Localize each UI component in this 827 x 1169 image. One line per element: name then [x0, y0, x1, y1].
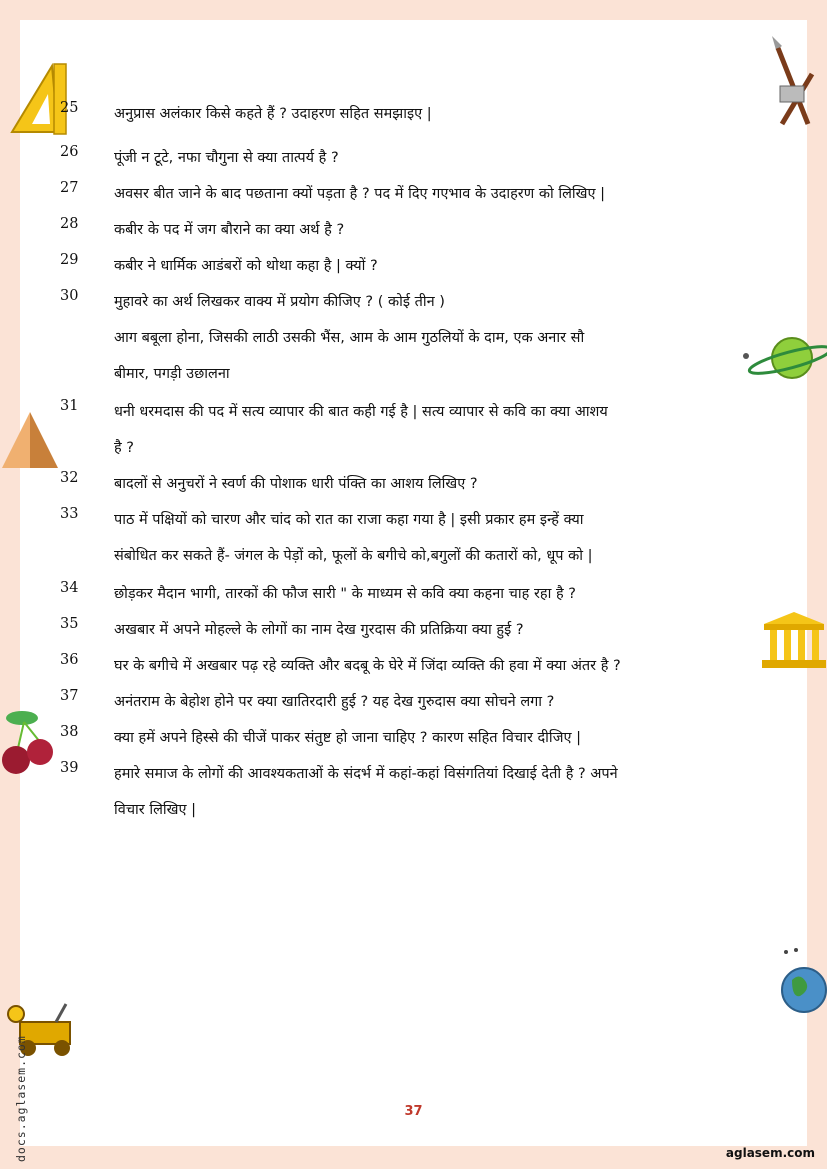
question-line: मुहावरे का अर्थ लिखकर वाक्य में प्रयोग कीजिए ? ( कोई तीन ) [114, 294, 445, 310]
question-line: विचार लिखिए | [114, 802, 197, 818]
question-number: 36 [60, 652, 79, 668]
question-number: 26 [60, 144, 79, 160]
question-text [114, 720, 754, 756]
question-line: छोड़कर मैदान भागी, तारकों की फौज सारी " के माध्यम से कवि क्या कहना चाह रहा है ? [114, 586, 576, 602]
question-line: संबोधित कर सकते हैं- जंगल के पेड़ों को, फूलों के बगीचे को,बगुलों की कतारों को, धूप को | [114, 548, 593, 564]
question-line: अवसर बीत जाने के बाद पछताना क्यों पड़ता है ? पद में दिए गएभाव के उदाहरण को लिखिए | [114, 186, 606, 202]
question-number: 37 [60, 688, 79, 704]
question-text [114, 248, 754, 284]
question-text [114, 756, 754, 828]
question-line: अनंतराम के बेहोश होने पर क्या खातिरदारी हुई ? यह देख गुरुदास क्या सोचने लगा ? [114, 694, 555, 710]
question-line: पूंजी न टूटे, नफा चौगुना से क्या तात्पर्य है ? [114, 150, 339, 166]
question-number: 27 [60, 180, 79, 196]
question-number: 35 [60, 616, 79, 632]
question-line: आग बबूला होना, जिसकी लाठी उसकी भैंस, आम के आम गुठलियों के दाम, एक अनार सौ [114, 330, 585, 346]
cherries-icon [0, 708, 58, 780]
side-url: docs.aglasem.com [14, 1035, 28, 1162]
question-text [114, 648, 754, 684]
question-text [114, 466, 754, 502]
question-text [114, 684, 754, 720]
question-text [114, 502, 754, 574]
question-number: 30 [60, 288, 79, 304]
question-number: 25 [60, 100, 79, 116]
question-line: घर के बगीचे में अखबार पढ़ रहे व्यक्ति और बदबू के घेरे में जिंदा व्यक्ति की हवा में क्या अंतर है ? [114, 658, 621, 674]
question-line: बादलों से अनुचरों ने स्वर्ण की पोशाक धारी पंक्ति का आशय लिखिए ? [114, 476, 478, 492]
tools-icon [762, 34, 822, 134]
question-line: बीमार, पगड़ी उछालना [114, 366, 230, 382]
pyramid-icon [0, 410, 60, 470]
question-line: अनुप्रास अलंकार किसे कहते हैं ? उदाहरण सहित समझाइए | [114, 106, 432, 122]
question-line: हमारे समाज के लोगों की आवश्यकताओं के संदर्भ में कहां-कहां विसंगतियां दिखाई देती है ? अपने [114, 766, 618, 782]
question-line: कबीर ने धार्मिक आडंबरों को थोथा कहा है | क्यों ? [114, 258, 378, 274]
question-text [114, 176, 754, 212]
question-text [114, 140, 754, 176]
question-number: 29 [60, 252, 79, 268]
question-number: 28 [60, 216, 79, 232]
question-text [114, 96, 754, 132]
question-line: कबीर के पद में जग बौराने का क्या अर्थ है ? [114, 222, 345, 238]
ruler-triangle-icon [2, 58, 68, 136]
question-line: धनी धरमदास की पद में सत्य व्यापार की बात कही गई है | सत्य व्यापार से कवि का क्या आशय [114, 404, 608, 420]
page-number: 37 [404, 1104, 423, 1119]
question-number: 39 [60, 760, 79, 776]
question-text [114, 576, 754, 612]
question-number: 32 [60, 470, 79, 486]
question-number: 33 [60, 506, 79, 522]
globe-icon [778, 946, 827, 1018]
question-line: है ? [114, 440, 135, 456]
question-text [114, 612, 754, 648]
question-line: क्या हमें अपने हिस्से की चीजें पाकर संतुष्ट हो जाना चाहिए ? कारण सहित विचार दीजिए | [114, 730, 581, 746]
question-line: पाठ में पक्षियों को चारण और चांद को रात का राजा कहा गया है | इसी प्रकार हम इन्हें क्या [114, 512, 584, 528]
question-number: 31 [60, 398, 79, 414]
brand-label: aglasem.com [725, 1146, 815, 1160]
question-line: अखबार में अपने मोहल्ले के लोगों का नाम देख गुरदास की प्रतिक्रिया क्या हुई ? [114, 622, 524, 638]
question-number: 38 [60, 724, 79, 740]
question-text [114, 212, 754, 248]
question-text [114, 394, 754, 466]
question-text [114, 284, 754, 392]
robot-cart-icon [0, 1000, 84, 1060]
temple-icon [760, 610, 827, 670]
question-number: 34 [60, 580, 79, 596]
